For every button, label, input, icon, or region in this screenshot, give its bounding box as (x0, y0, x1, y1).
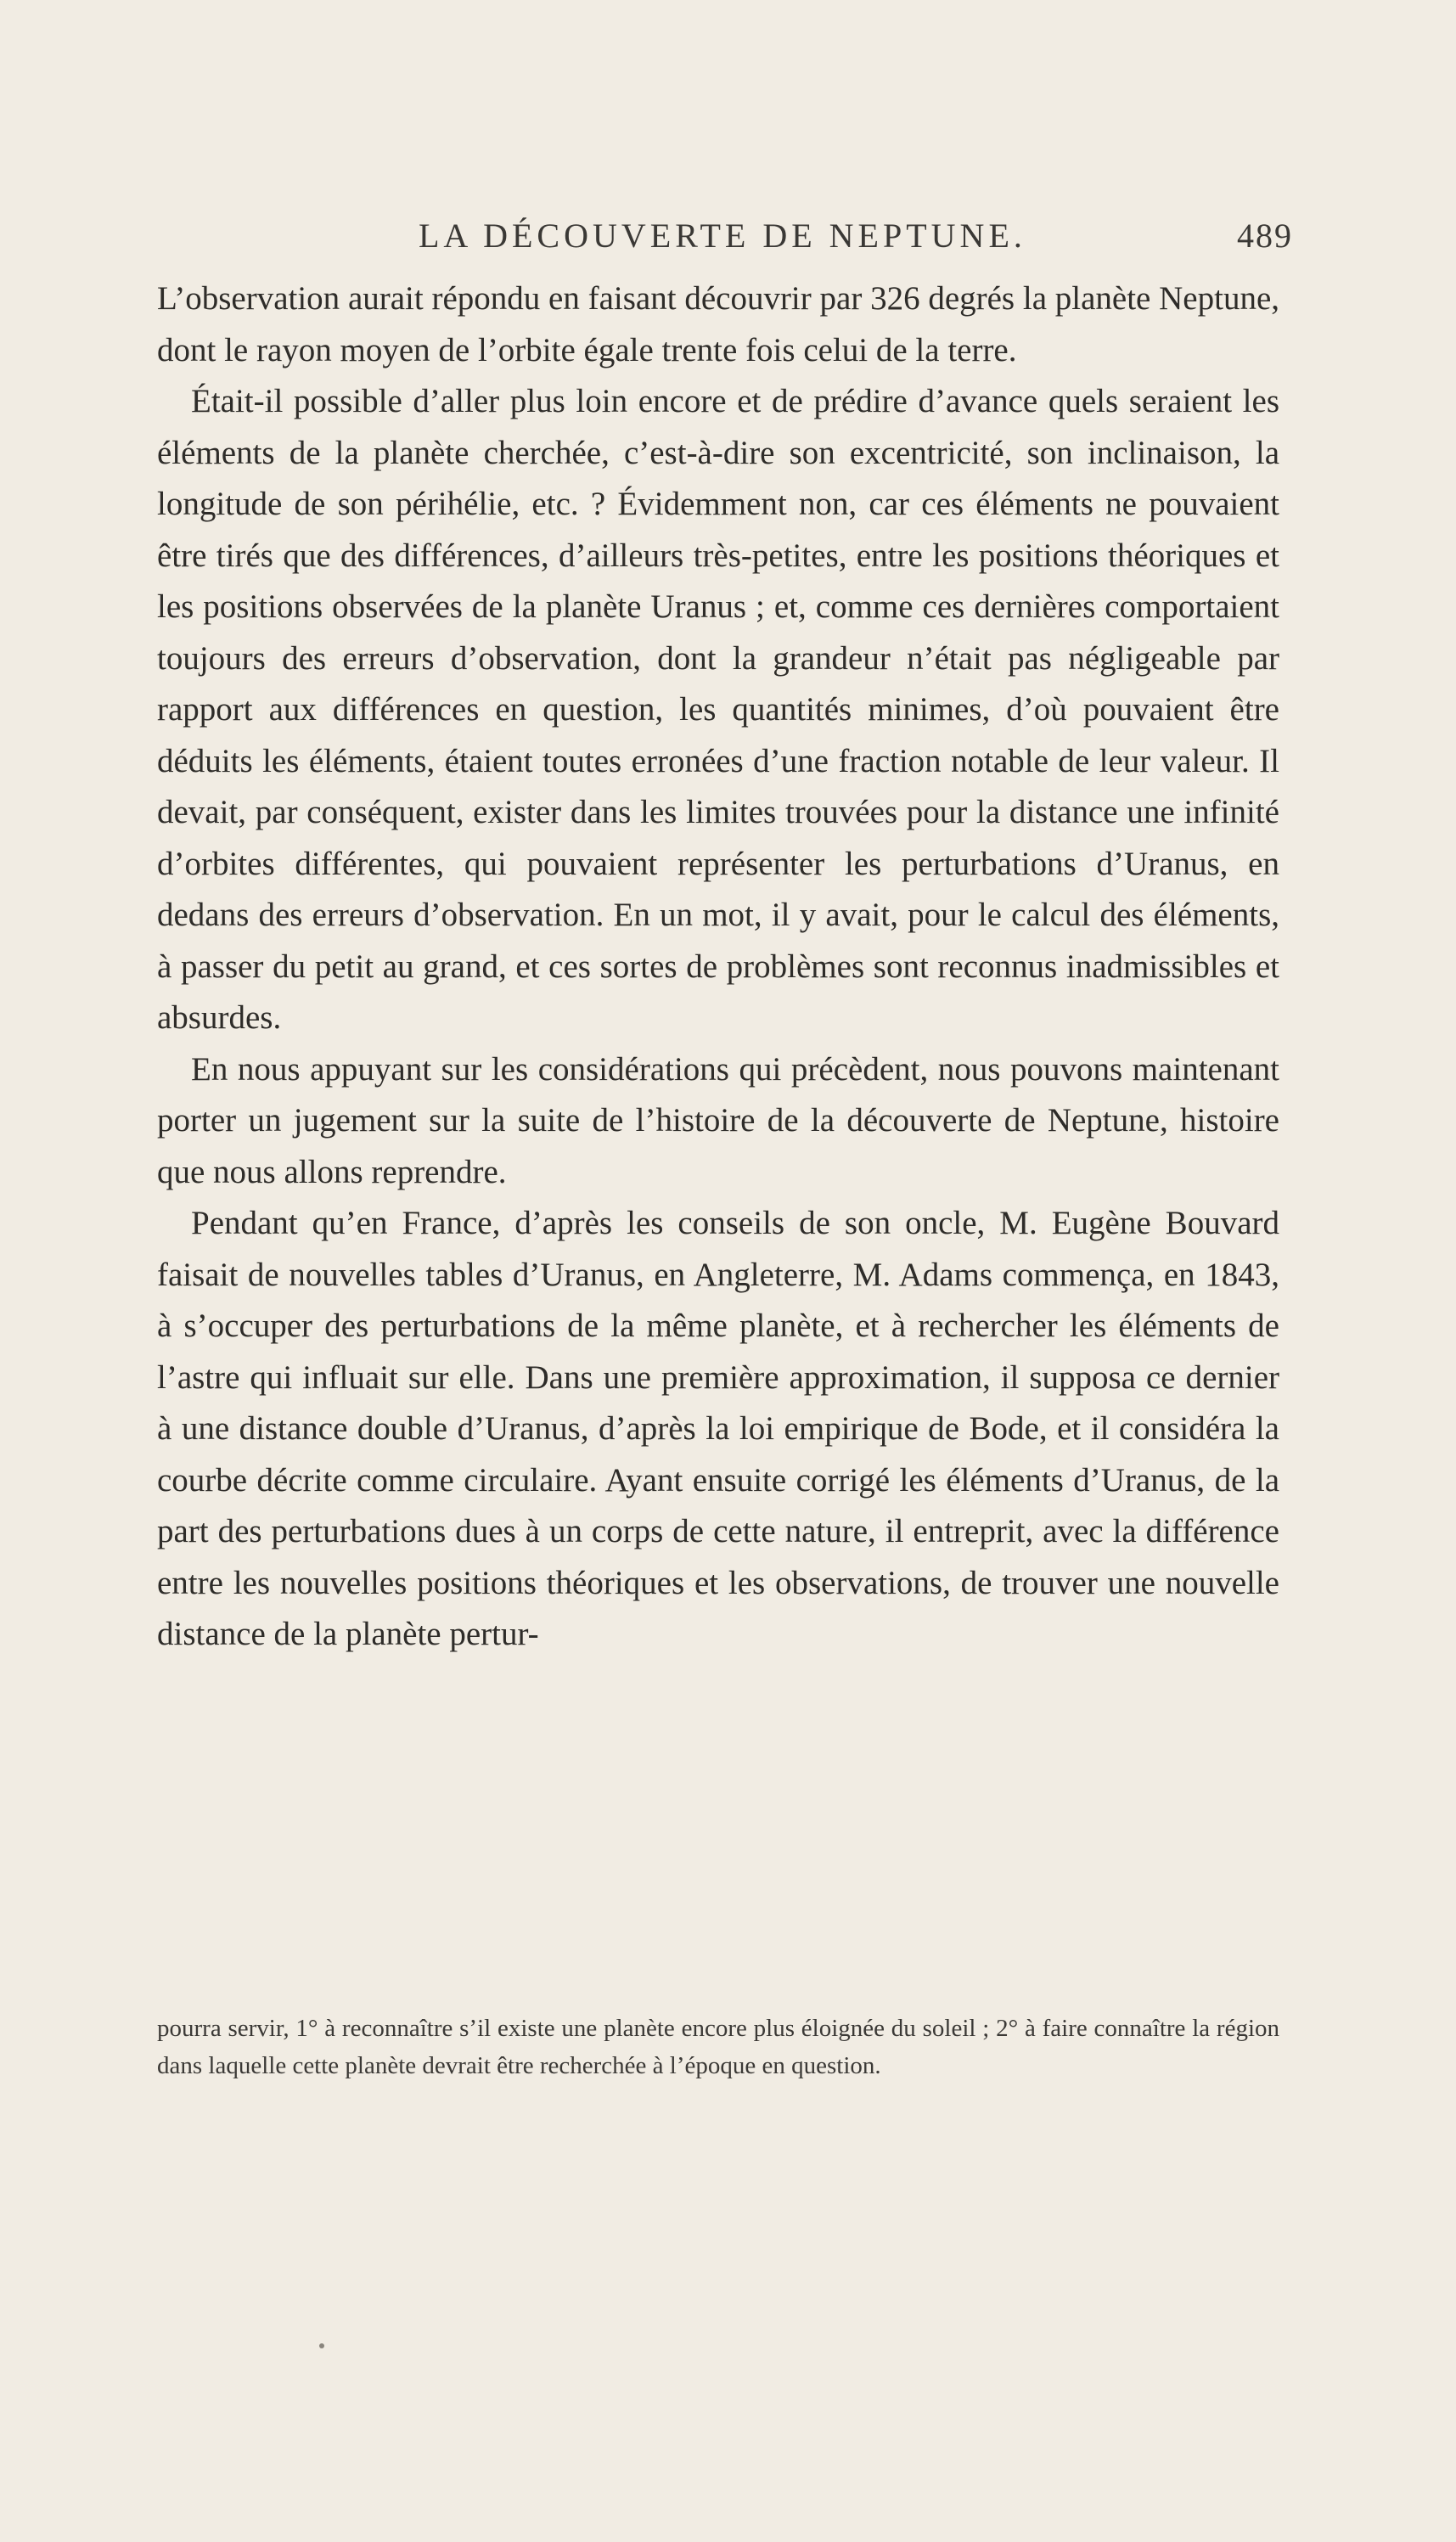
footnote-text: pourra servir, 1° à reconnaître s’il existe une planète encore plus éloignée du soleil ; 2° à faire connaître la région dans laquelle cette planète devrait être recherchée à l’époque en question. (157, 2015, 1279, 2079)
paragraph-2: Était-il possible d’aller plus loin encore et de prédire d’avance quels seraient les éléments de la planète cherchée, c’est-à-dire son excentricité, son inclinaison, la longitude de son périhélie, etc. ? Évidemment non, car ces éléments ne pouvaient être tirés que des différences, d’ailleurs très-petites, entre les positions théoriques et les positions observées de la planète Uranus ; et, comme ces dernières comportaient toujours des erreurs d’observation, dont la grandeur n’était pas négligeable par rapport aux différences en question, les quantités minimes, d’où pouvaient être déduits les éléments, étaient toutes erronées d’une fraction notable de leur valeur. Il devait, par conséquent, exister dans les limites trouvées pour la distance une infinité d’orbites différentes, qui pouvaient représenter les perturbations d’Uranus, en dedans des erreurs d’observation. En un mot, il y avait, pour le calcul des éléments, à passer du petit au grand, et ces sortes de problèmes sont reconnus inadmissibles et absurdes. (157, 383, 1279, 1036)
paragraph-3: En nous appuyant sur les considérations qui précèdent, nous pouvons maintenant porter un jugement sur la suite de l’histoire de la découverte de Neptune, histoire que nous allons reprendre. (157, 1050, 1279, 1190)
page-number: 489 (1237, 217, 1293, 255)
paper-speck (319, 2343, 324, 2348)
paragraph-4: Pendant qu’en France, d’après les conseils de son oncle, M. Eugène Bouvard faisait de nouvelles tables d’Uranus, en Angleterre, M. Adams commença, en 1843, à s’occuper des perturbations de la même planète, et à rechercher les éléments de l’astre qui influait sur elle. Dans une première approximation, il supposa ce dernier à une distance double d’Uranus, d’après la loi empirique de Bode, et il considéra la courbe décrite comme circulaire. Ayant ensuite corrigé les éléments d’Uranus, de la part des perturbations dues à un corps de cette nature, il entreprit, avec la différence entre les nouvelles positions théoriques et les observations, de trouver une nouvelle distance de la planète pertur- (157, 1205, 1279, 1652)
footnote (157, 2010, 1279, 2084)
paragraph-1: L’observation aurait répondu en faisant découvrir par 326 degrés la planète Neptune, dont le rayon moyen de l’orbite égale trente fois celui de la terre. (157, 280, 1279, 368)
page-header (172, 216, 1293, 256)
body-text (157, 273, 1279, 1661)
running-title: LA DÉCOUVERTE DE NEPTUNE. (419, 217, 1026, 255)
